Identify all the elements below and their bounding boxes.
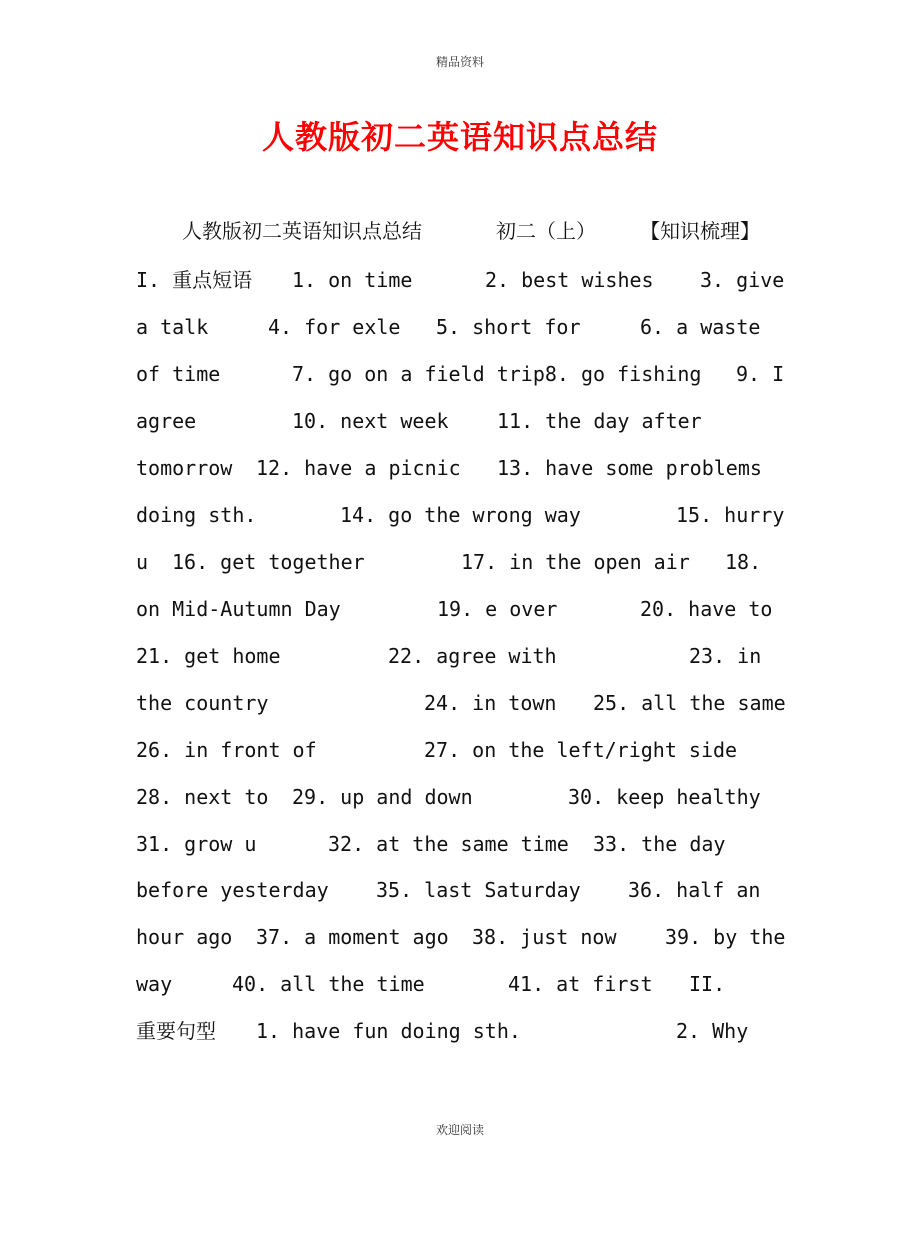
text-segment: 13. have some problems (497, 456, 762, 480)
text-segment: on Mid-Autumn Day (136, 597, 341, 621)
text-segment: 31. grow u (136, 832, 257, 856)
page-footer-mark: 欢迎阅读 (435, 1123, 484, 1137)
text-line (0, 445, 920, 492)
text-segment: 18. (725, 550, 762, 574)
text-segment: of time (136, 362, 221, 386)
text-segment: 4. for exle (268, 315, 401, 339)
text-line (0, 398, 920, 445)
document-title: 人教版初二英语知识点总结 (261, 118, 658, 156)
text-segment: 38. just now (472, 925, 617, 949)
text-segment: 21. get home (136, 644, 281, 668)
text-segment: 17. in the open air (461, 550, 690, 574)
text-segment: 16. get together (172, 550, 365, 574)
text-line (0, 492, 920, 539)
text-segment: 28. next to (136, 785, 269, 809)
text-segment: before yesterday (136, 878, 329, 902)
text-segment: 11. the day after (497, 409, 702, 433)
text-segment: agree (136, 409, 197, 433)
text-segment: u (136, 550, 149, 574)
text-segment: I. 重点短语 (136, 268, 253, 292)
text-segment: 40. all the time (232, 972, 425, 996)
text-segment: 14. go the wrong way (340, 503, 581, 527)
text-segment: 39. by the (665, 925, 786, 949)
text-line (0, 351, 920, 398)
text-segment: 2. best wishes (485, 268, 654, 292)
text-line (0, 633, 920, 680)
text-segment: a talk (136, 315, 209, 339)
text-segment: II. (689, 972, 726, 996)
text-segment: 32. at the same time (328, 832, 569, 856)
text-line (0, 257, 920, 304)
text-segment: 15. hurry (676, 503, 785, 527)
text-segment: way (136, 972, 173, 996)
text-line (0, 208, 920, 255)
text-segment: 12. have a picnic (256, 456, 461, 480)
text-segment: 10. next week (292, 409, 449, 433)
text-line (0, 727, 920, 774)
text-segment: 20. have to (640, 597, 773, 621)
text-line (0, 867, 920, 914)
text-segment: hour ago (136, 925, 233, 949)
text-segment: 27. on the left/right side (424, 738, 738, 762)
text-segment: tomorrow (136, 456, 233, 480)
text-segment: 1. have fun doing sth. (256, 1019, 521, 1043)
text-segment: 9. I (736, 362, 785, 386)
text-line (0, 680, 920, 727)
text-segment: 25. all the same (593, 691, 786, 715)
text-segment: 30. keep healthy (568, 785, 761, 809)
text-line (0, 961, 920, 1008)
text-segment: 1. on time (292, 268, 413, 292)
text-segment: 26. in front of (136, 738, 317, 762)
text-segment: 7. go on a field trip8. go fishing (292, 362, 702, 386)
text-line (0, 539, 920, 586)
text-segment: 重要句型 (136, 1019, 216, 1043)
text-segment: the country (136, 691, 269, 715)
text-line (0, 304, 920, 351)
text-segment: 5. short for (436, 315, 581, 339)
text-segment: 33. the day (593, 832, 726, 856)
text-segment: 2. Why (676, 1019, 749, 1043)
text-segment: 【知识梳理】 (640, 219, 760, 243)
text-segment: 41. at first (508, 972, 653, 996)
text-line (0, 821, 920, 868)
text-segment: 29. up and down (292, 785, 473, 809)
text-line (0, 1008, 920, 1055)
text-segment: 19. e over (437, 597, 558, 621)
text-line (0, 586, 920, 633)
text-segment: 35. last Saturday (376, 878, 581, 902)
text-segment: 初二（上） (496, 219, 596, 243)
text-segment: 37. a moment ago (256, 925, 449, 949)
text-segment: 人教版初二英语知识点总结 (182, 219, 422, 243)
text-line (0, 914, 920, 961)
page-header-mark: 精品资料 (435, 55, 484, 69)
text-segment: 36. half an (628, 878, 761, 902)
text-line (0, 774, 920, 821)
text-segment: 22. agree with (388, 644, 557, 668)
text-segment: 6. a waste (640, 315, 761, 339)
text-segment: doing sth. (136, 503, 257, 527)
text-segment: 23. in (689, 644, 762, 668)
text-segment: 3. give (700, 268, 785, 292)
text-segment: 24. in town (424, 691, 557, 715)
